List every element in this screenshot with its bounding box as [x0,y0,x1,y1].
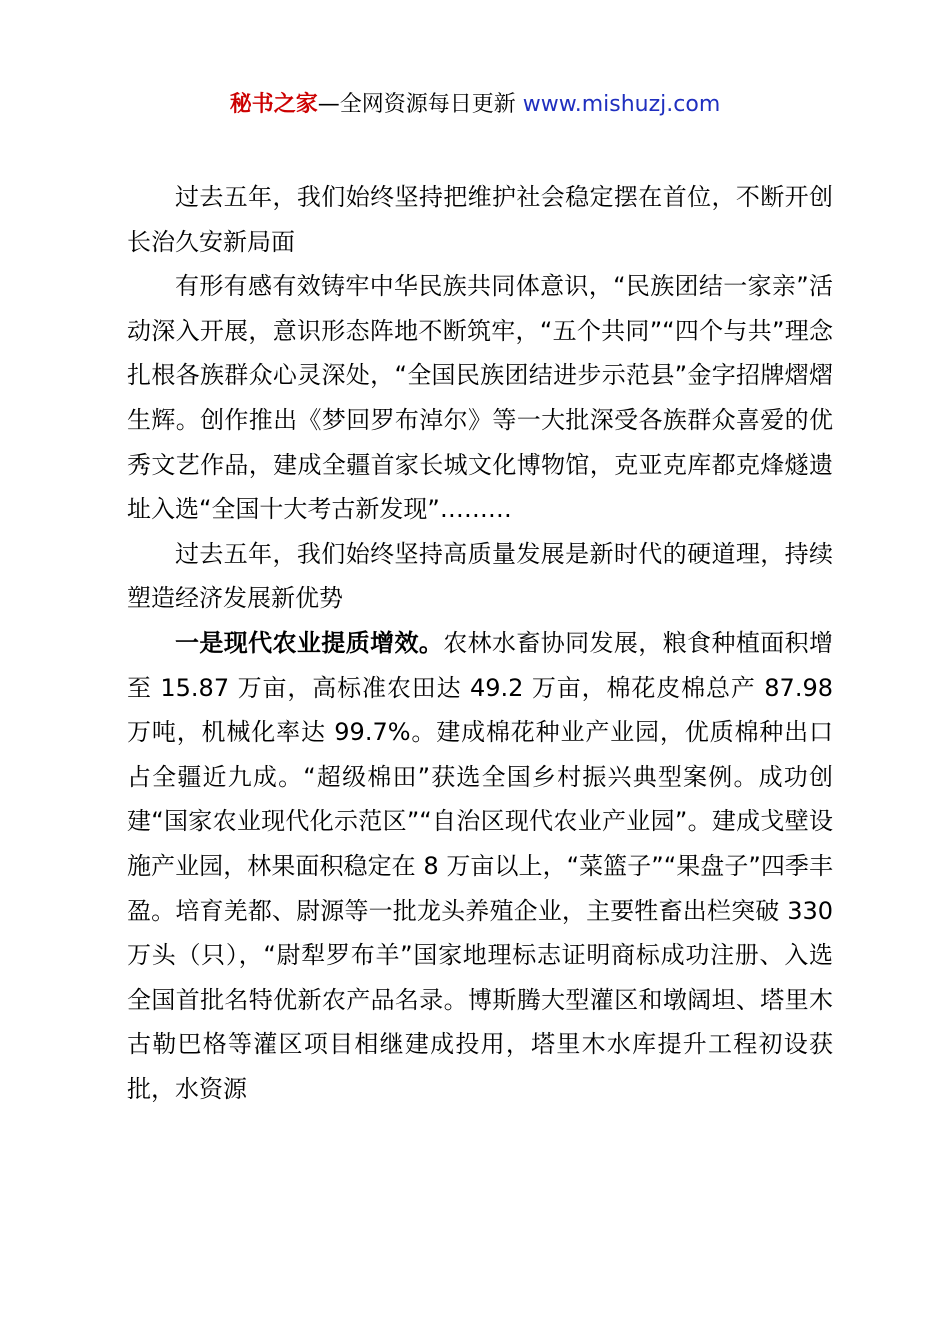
paragraph-ethnic-unity [127,264,833,532]
brand-name: 秘书之家 [229,92,318,117]
paragraph-text: 农林水畜协同发展，粮食种植面积增至 15.87 万亩，高标准农田达 49.2 万亩，棉花皮棉总产 87.98 万吨，机械化率达 99.7%。建成棉花种业产业园，优质棉种出口占全疆近九成。“超级棉田”获选全国乡村振兴典型案例。成功创建“国家农业现代化示范区”“自治区现代农业产业园”。建成戈壁设施产业园，林果面积稳定在 8 万亩以上，“菜篮子”“果盘子”四季丰盈。培育羌都、尉源等一批龙头养殖企业，主要牲畜出栏突破 330 万头（只），“尉犁罗布羊”国家地理标志证明商标成功注册、入选全国首批名特优新农产品名录。博斯腾大型灌区和墩阔坦、塔里木古勒巴格等灌区项目相继建成投用，塔里木水库提升工程初设获批，水资源 [127,628,834,1103]
site-header [0,88,950,122]
paragraph-lead-heading: 一是现代农业提质增效。 [175,628,444,657]
header-tagline: —全网资源每日更新 [317,92,523,117]
paragraph-high-quality-development [127,532,833,621]
paragraph-text: 过去五年，我们始终坚持把维护社会稳定摆在首位，不断开创长治久安新局面 [127,183,833,256]
paragraph-stability [127,175,833,264]
paragraph-text: 有形有感有效铸牢中华民族共同体意识，“民族团结一家亲”活动深入开展，意识形态阵地不断筑牢，“五个共同”“四个与共”理念扎根各族群众心灵深处，“全国民族团结进步示范县”金字招牌熠熠生辉。创作推出《梦回罗布淖尔》等一大批深受各族群众喜爱的优秀文艺作品，建成全疆首家长城文化博物馆，克亚克库都克烽燧遗址入选“全国十大考古新发现”……… [127,272,833,524]
document-body [127,175,833,1111]
paragraph-text: 过去五年，我们始终坚持高质量发展是新时代的硬道理，持续塑造经济发展新优势 [127,539,833,613]
site-url-link[interactable]: www.mishuzj.com [522,92,721,117]
paragraph-modern-agriculture [127,621,833,1112]
